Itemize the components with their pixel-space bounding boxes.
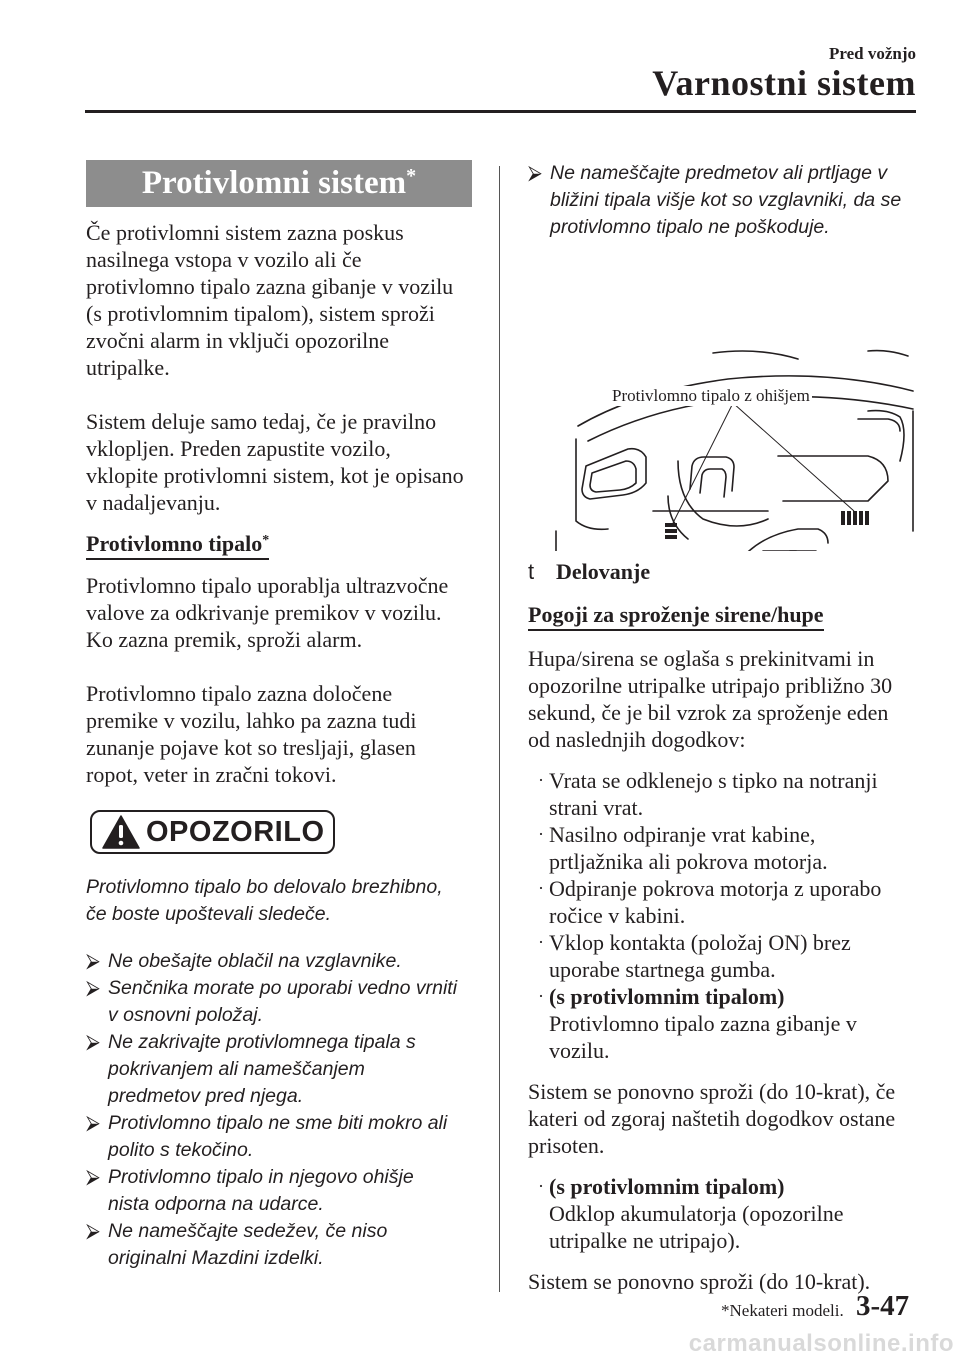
intro-line: nasilnega vstopa v vozilo ali če (86, 247, 362, 272)
trigger-intro-line: Hupa/sirena se oglaša s prekinitvami in (528, 646, 875, 671)
warning-item (86, 1218, 472, 1272)
warning-item-line: originalni Mazdini izdelki. (108, 1247, 324, 1269)
trigger-list (528, 767, 918, 1064)
warning-item-line: Ne obešajte oblačil na vzglavnike. (108, 950, 402, 972)
warning-box-wrap (90, 810, 472, 854)
operation-heading (528, 559, 918, 585)
battery-item (538, 1173, 918, 1254)
warning-label: OPOZORILO (146, 815, 325, 848)
dot-bullet-icon: · (538, 878, 544, 898)
trigger-item-line: Vklop kontakta (položaj ON) brez (549, 930, 851, 955)
arrow-bullet-icon: ⮚ (86, 1112, 100, 1134)
trigger-item-line: Protivlomno tipalo zazna gibanje v (549, 1011, 857, 1036)
trigger-heading: Pogoji za sproženje sirene/hupe (528, 601, 824, 631)
warning-item (86, 1164, 472, 1218)
right-column (528, 160, 918, 1295)
repeat-line: Sistem se ponovno sproži (do 10-krat), če (528, 1079, 896, 1104)
warning-item-line: Protivlomno tipalo in njegovo ohišje (108, 1166, 414, 1188)
watermark: carmanualsonline.info (688, 1330, 954, 1357)
trigger-intro-line: sekund, če je bil vzrok za sproženje eden (528, 700, 889, 725)
sensor-p2-line: Protivlomno tipalo zazna določene (86, 681, 393, 706)
warning-item (528, 160, 918, 241)
sensor-p1-line: Ko zazna premik, sproži alarm. (86, 627, 363, 652)
warning-item-line: Senčnika morate po uporabi vedno vrniti (108, 977, 458, 999)
operation-heading-text: Delovanje (556, 559, 651, 584)
trigger-intro (528, 645, 918, 753)
trigger-item-line: strani vrat. (549, 795, 644, 820)
intro-line: (s protivlomnim tipalom), sistem sproži (86, 301, 435, 326)
repeat-line: prisoten. (528, 1133, 605, 1158)
trigger-item (538, 929, 918, 983)
repeat-line: kateri od zgoraj naštetih dogodkov ostane (528, 1106, 896, 1131)
intro2-line: v nadaljevanju. (86, 490, 221, 515)
final-text: Sistem se ponovno sproži (do 10-krat). (528, 1269, 871, 1294)
warning-list (86, 948, 472, 1272)
header-title: Varnostni sistem (652, 63, 916, 103)
trigger-intro-line: opozorilne utripalke utripajo približno 30 (528, 673, 893, 698)
warning-item-line: Ne zakrivajte protivlomnega tipala s (108, 1031, 416, 1053)
trigger-item-line: ročice v kabini. (549, 903, 686, 928)
trigger-item (538, 821, 918, 875)
intro-line: utripalke. (86, 355, 170, 380)
left-column (86, 160, 472, 1272)
repeat-paragraph (528, 1078, 918, 1159)
dot-bullet-icon: · (538, 770, 544, 790)
page-number: 3-47 (856, 1290, 910, 1322)
warning-box (90, 810, 335, 854)
arrow-bullet-icon: ⮚ (86, 977, 100, 999)
warning-item-line: nista odporna na udarce. (108, 1193, 324, 1215)
intro2-paragraph (86, 408, 472, 516)
warning-item-line: predmetov pred njega. (108, 1085, 304, 1107)
sensor-p2-line: zunanje pojave kot so tresljaji, glasen (86, 735, 416, 760)
trigger-item (538, 767, 918, 821)
section-banner (86, 160, 472, 207)
warning-item-line: pokrivanjem ali nameščanjem (108, 1058, 365, 1080)
dot-bullet-icon: · (538, 824, 544, 844)
figure-label: Protivlomno tipalo z ohišjem (612, 386, 810, 405)
battery-list (528, 1173, 918, 1254)
banner-title: Protivlomni sistem (141, 165, 407, 201)
column-divider (499, 166, 500, 1292)
battery-item-line: Odklop akumulatorja (opozorilne (549, 1201, 844, 1226)
sensor-p1-line: Protivlomno tipalo uporablja ultrazvočne (86, 573, 449, 598)
sensor-heading-wrap (86, 530, 472, 560)
intro2-line: vklopljen. Preden zapustite vozilo, (86, 436, 391, 461)
warning-item-line: bližini tipala višje kot so vzglavniki, da se (550, 189, 902, 211)
sensor-paragraph-2 (86, 680, 472, 788)
sensor-heading (86, 530, 269, 560)
sensor-p2-line: premike v vozilu, lahko pa zazna tudi (86, 708, 417, 733)
trigger-item (538, 875, 918, 929)
trigger-item-line: uporabe startnega gumba. (549, 957, 776, 982)
dot-bullet-icon: · (538, 932, 544, 952)
header-rule (85, 110, 916, 113)
battery-item-bold: (s protivlomnim tipalom) (549, 1174, 785, 1199)
banner-asterisk: * (406, 165, 417, 187)
dot-bullet-icon: · (538, 1176, 544, 1196)
arrow-bullet-icon: ⮚ (86, 950, 100, 972)
warning-item (86, 948, 472, 975)
sensor-p1-line: valove za odkrivanje premikov v vozilu. (86, 600, 442, 625)
dot-bullet-icon: · (538, 986, 544, 1006)
intro-paragraph (86, 219, 472, 381)
trigger-item-line: Nasilno odpiranje vrat kabine, (549, 822, 816, 847)
sensor-figure (528, 261, 918, 551)
arrow-bullet-icon: ⮚ (86, 1166, 100, 1188)
sensor-heading-text: Protivlomno tipalo (86, 531, 263, 556)
trigger-item-line: Vrata se odklenejo s tipko na notranji (549, 768, 878, 793)
trigger-item-line: Odpiranje pokrova motorja z uporabo (549, 876, 882, 901)
warning-intro (86, 874, 472, 928)
warning-triangle-icon (102, 815, 140, 849)
warning-item-line: Protivlomno tipalo ne sme biti mokro ali (108, 1112, 448, 1134)
arrow-bullet-icon: ⮚ (86, 1220, 100, 1242)
warning-item-line: polito s tekočino. (108, 1139, 254, 1161)
intro-line: zvočni alarm in vključi opozorilne (86, 328, 390, 353)
warning-item (86, 975, 472, 1029)
warning-item-line: v osnovni položaj. (108, 1004, 264, 1026)
intro-line: Če protivlomni sistem zazna poskus (86, 220, 404, 245)
intro2-line: Sistem deluje samo tedaj, če je pravilno (86, 409, 437, 434)
trigger-intro-line: od naslednjih dogodkov: (528, 727, 746, 752)
trigger-heading-wrap (528, 601, 918, 631)
trigger-item-line: vozilu. (549, 1038, 610, 1063)
battery-item-line: utripalke ne utripajo). (549, 1228, 741, 1253)
sensor-heading-asterisk: * (262, 533, 270, 548)
trigger-item-bold: (s protivlomnim tipalom) (549, 984, 785, 1009)
warning-item-line: Ne nameščajte sedežev, če niso (108, 1220, 388, 1242)
arrow-bullet-icon: ⮚ (528, 162, 542, 184)
section-marker: t (528, 559, 535, 584)
overhead-console-illustration (528, 261, 918, 551)
warning-intro-line: Protivlomno tipalo bo delovalo brezhibno, (86, 876, 443, 898)
warning-item (86, 1110, 472, 1164)
warning-item (86, 1029, 472, 1110)
intro2-line: vklopite protivlomni sistem, kot je opisano (86, 463, 464, 488)
trigger-item-line: prtljažnika ali pokrova motorja. (549, 849, 828, 874)
intro-line: protivlomno tipalo zazna gibanje v vozilu (86, 274, 454, 299)
arrow-bullet-icon: ⮚ (86, 1031, 100, 1053)
warning-item-line: Ne nameščajte predmetov ali prtljage v (550, 162, 888, 184)
warning-intro-line: če boste upoštevali sledeče. (86, 903, 331, 925)
sensor-p2-line: ropot, veter in zračni tokovi. (86, 762, 337, 787)
sensor-paragraph-1 (86, 572, 472, 653)
warning-item-line: protivlomno tipalo ne poškoduje. (550, 216, 830, 238)
footnote: *Nekateri modeli. (721, 1301, 844, 1320)
trigger-item (538, 983, 918, 1064)
header-section-label: Pred vožnjo (828, 44, 916, 63)
